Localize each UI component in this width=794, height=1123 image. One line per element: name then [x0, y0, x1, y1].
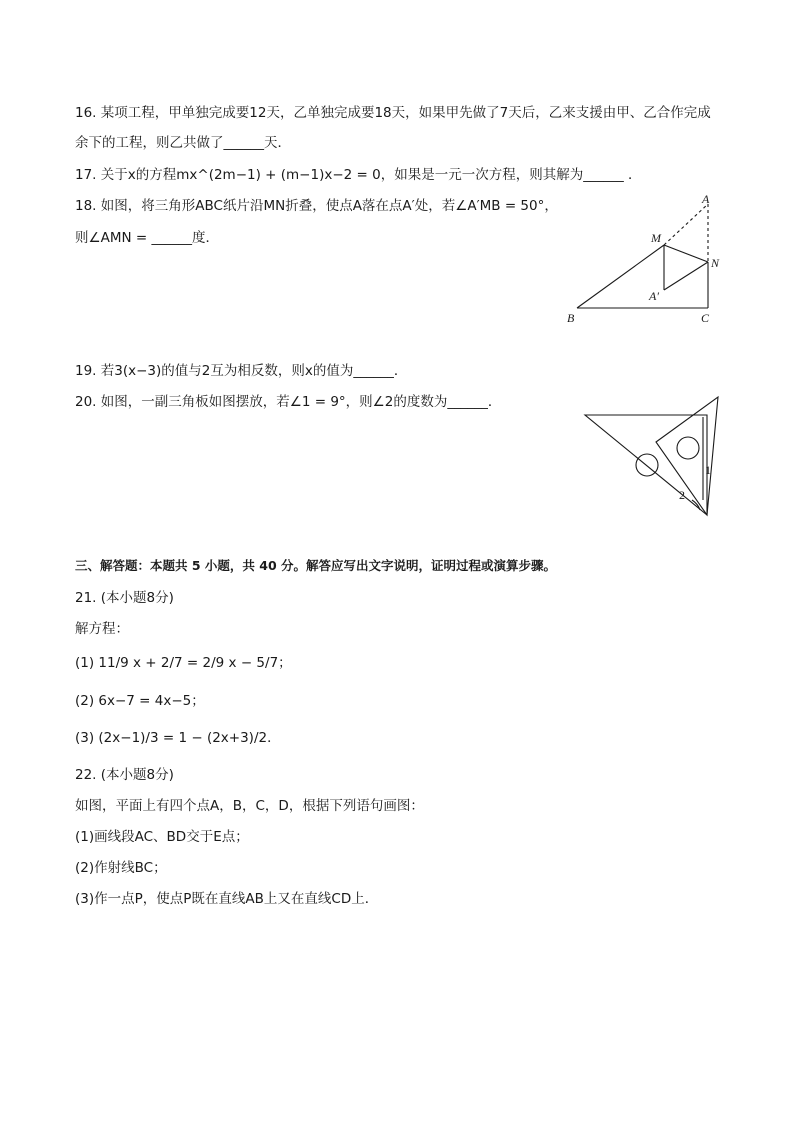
- segment-ma-dashed: [664, 204, 708, 245]
- q18-line1: 18. 如图，将三角形ABC纸片沿MN折叠，使点A落在点A′处，若∠A′MB = 50°，: [75, 198, 558, 214]
- q18-line2: 则∠AMN = ______度．: [75, 230, 219, 246]
- q21-item-3: (3) (2x−1)/3 = 1 − (2x+3)/2．: [75, 730, 281, 746]
- q18-figure: [560, 190, 730, 330]
- label-M: M: [651, 231, 661, 245]
- q20-figure: [580, 390, 725, 520]
- hole-circle-right: [677, 437, 699, 459]
- q21-item-2: (2) 6x−7 = 4x−5；: [75, 693, 205, 709]
- triangle-45: [585, 415, 707, 515]
- q16-line2: 余下的工程，则乙共做了______天．: [75, 135, 291, 151]
- q22-item-3: (3)作一点P，使点P既在直线AB上又在直线CD上．: [75, 891, 379, 907]
- q21-title: 21. (本小题8分): [75, 590, 174, 606]
- q22-item-1: (1)画线段AC、BD交于E点；: [75, 829, 249, 845]
- label-B: B: [567, 311, 575, 325]
- label-N: N: [711, 256, 720, 270]
- label-A: A: [702, 192, 710, 206]
- q16-line1: 16. 某项工程，甲单独完成要12天，乙单独完成要18天，如果甲先做了7天后，乙来支援由甲、乙合作完成: [75, 105, 711, 121]
- hole-circle-left: [636, 454, 658, 476]
- q19-text: 19. 若3(x−3)的值与2互为相反数，则x的值为______．: [75, 363, 408, 379]
- q21-intro: 解方程：: [75, 621, 129, 637]
- segment-mn: [664, 245, 708, 262]
- q17-text: 17. 关于x的方程mx^(2m−1) + (m−1)x−2 = 0，如果是一元一次方程，则其解为______ ．: [75, 167, 642, 183]
- section-3-heading: 三、解答题：本题共 5 小题，共 40 分。解答应写出文字说明，证明过程或演算步骤。: [75, 558, 557, 573]
- segment-a-prime-n: [664, 262, 708, 290]
- label-A-prime: A′: [649, 289, 659, 303]
- label-C: C: [701, 311, 710, 325]
- q22-item-2: (2)作射线BC；: [75, 860, 167, 876]
- angle-2-label: 2: [679, 488, 685, 502]
- q22-title: 22. (本小题8分): [75, 767, 174, 783]
- angle-1-label: 1: [705, 463, 711, 477]
- q22-intro: 如图，平面上有四个点A，B，C，D，根据下列语句画图：: [75, 798, 424, 814]
- q20-text: 20. 如图，一副三角板如图摆放，若∠1 = 9°，则∠2的度数为______．: [75, 394, 502, 410]
- q21-item-1: (1) 11/9 x + 2/7 = 2/9 x − 5/7；: [75, 655, 292, 671]
